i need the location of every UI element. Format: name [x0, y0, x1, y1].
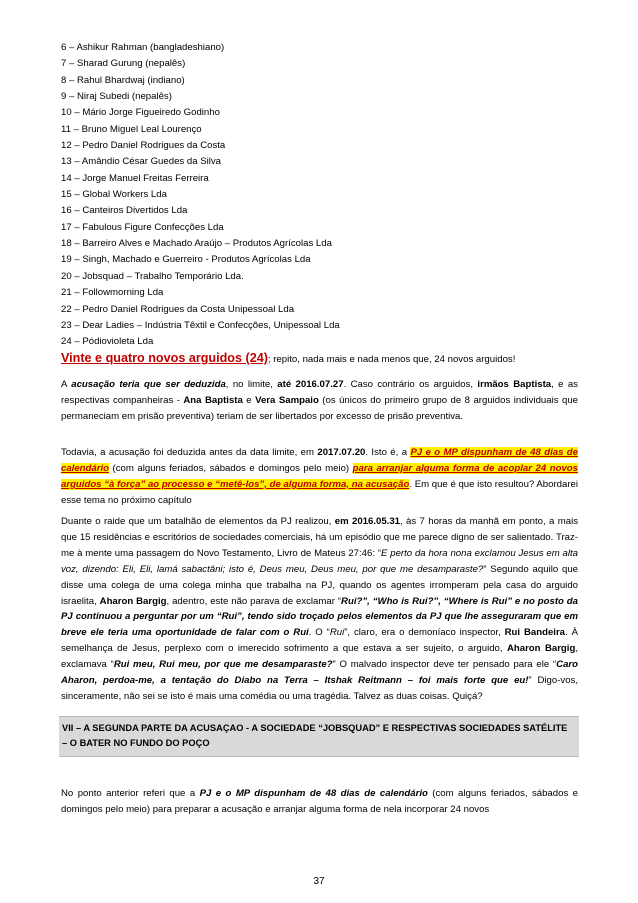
text-run: No ponto anterior referi que a	[61, 788, 200, 799]
highlighted-text: para arranjar alguma forma de acoplar 24 novos arguidos “à força” ao processo e “metê-los”, de alguma forma, na acusação	[61, 462, 578, 490]
text-run: ” Digo-vos, sinceramente, não sei se isto é mais uma comédia ou uma tragédia. Talvez as duas coisas. Quiçá?	[61, 675, 578, 702]
bold-text: Rui Bandeira	[504, 627, 566, 639]
list-item: 21 – Followmorning Lda	[61, 287, 164, 299]
text-run: , exclamava “	[61, 643, 578, 671]
text-run: Todavia, a acusação foi deduzida antes da data limite, em	[61, 447, 318, 458]
text-run: , às 7 horas da manhã em ponto, a mais que 15 residências e escritórios de sociedades comerciais, há um episódio que me parece digno de ser salientado. Traz-me à mente uma passagem do Novo Testamento, Livro de Mateus 27:46: “	[61, 516, 578, 559]
text-run: , adentro, este não parava de exclamar “	[166, 595, 342, 607]
text-run: ” O malvado inspector deve ter pensado para ele “	[332, 659, 557, 671]
bold-text: Aharon Bargig	[99, 595, 167, 607]
text-run: (com alguns feriados, sábados e domingos pelo meio) para preparar a acusação e arranjar alguma forma de nela incorporar 24 novos	[61, 788, 579, 815]
text-run: (com alguns feriados, sábados e domingos pelo meio)	[109, 462, 353, 474]
list-item: 23 – Dear Ladies – Indústria Têxtil e Confecções, Unipessoal Lda	[61, 319, 340, 331]
highlighted-text: PJ e o MP dispunham de 48 dias de calendário	[61, 447, 578, 474]
section-heading-text: VII – A SEGUNDA PARTE DA ACUSAÇAO - A SOCIEDADE “JOBSQUAD” E RESPECTIVAS SOCIEDADES SATÉLITE – O BATER NO FUNDO DO POÇO	[62, 723, 568, 748]
list-item: 15 – Global Workers Lda	[61, 189, 167, 201]
bold-text: em 2016.05.31	[334, 516, 401, 527]
bold-text: Aharon Bargig	[506, 643, 576, 655]
list-item: 8 – Rahul Bhardwaj (indiano)	[61, 74, 185, 86]
text-run: . O “	[308, 627, 330, 639]
emphasis-text: PJ e o MP dispunham de 48 dias de calendário	[199, 788, 428, 799]
list-item: 6 – Ashikur Rahman (bangladeshiano)	[61, 42, 225, 53]
text-run: . Isto é, a	[365, 447, 411, 458]
text-run: , no limite,	[225, 379, 278, 390]
text-run: ” Segundo aquilo que disse uma colega de uma colega minha que trabalha na PJ, quando os agentes irromperam pela casa do arguido israelita,	[61, 563, 579, 607]
list-item: 22 – Pedro Daniel Rodrigues da Costa Unipessoal Lda	[61, 303, 295, 315]
paragraph-raid	[61, 514, 578, 705]
emphasis-text: Rui?”, “Who is Rui?”, “Where is Rui” e no posto da PJ continuou a perguntar por um “Rui”, tendo sido troçado pelos elementos da PJ que lhe asseguraram que em breve ele teria uma oportunidade de falar com o Rui	[61, 595, 578, 639]
text-run: . Em que é que isto resultou? Abordarei esse tema no próximo capítulo	[61, 478, 578, 506]
list-item: 10 – Mário Jorge Figueiredo Godinho	[61, 107, 220, 119]
quote-text: Rui	[329, 627, 345, 639]
list-item: 24 – Pódiovioleta Lda	[61, 336, 154, 348]
bold-text: 2017.07.20	[317, 447, 366, 458]
bold-text: Vera Sampaio	[255, 394, 319, 406]
list-item: 11 – Bruno Miguel Leal Lourenço	[61, 123, 202, 135]
list-item: 17 – Fabulous Figure Confecções Lda	[61, 221, 224, 233]
paragraph-new-arguidos	[61, 351, 578, 368]
bold-text: Ana Baptista	[183, 394, 243, 406]
paragraph-accusation-date	[61, 445, 578, 509]
text-run: ”, claro, era o demoníaco inspector,	[344, 627, 505, 639]
list-item: 19 – Singh, Machado e Guerreiro - Produtos Agrícolas Lda	[61, 254, 311, 266]
bold-text: até 2016.07.27	[277, 379, 344, 390]
paragraph-deadline	[61, 377, 578, 425]
page-number: 37	[313, 876, 325, 887]
emphasis-text: acusação teria que ser deduzida	[71, 379, 226, 390]
text-run: e	[242, 394, 256, 406]
text-run: ; repito, nada mais e nada menos que, 24 novos arguidos!	[267, 354, 516, 365]
emphasis-text: Rui meu, Rui meu, por que me desamparaste?	[113, 659, 333, 671]
text-run: A	[61, 379, 72, 390]
list-item: 9 – Niraj Subedi (nepalês)	[61, 91, 172, 103]
section-heading	[59, 716, 579, 757]
list-item: 13 – Amândio César Guedes da Silva	[61, 156, 221, 168]
text-run: (os únicos do primeiro grupo de 8 arguidos individuais que permaneciam em prisão preventiva) teriam de ser libertados por excesso de prisão preventiva.	[61, 394, 579, 422]
paragraph-title: Vinte e quatro novos arguidos (24)	[61, 351, 268, 365]
quote-text: E perto da hora nona exclamou Jesus em alta voz, dizendo: Eli, Eli, lamá sabactâni; isto é, Deus meu, Deus meu, por que me desamparaste?	[61, 547, 578, 575]
arguidos-list	[61, 40, 581, 351]
text-run: . À semelhança de Jesus, perplexo com o imerecido sofrimento a que estava a ser sujeito, o arguido,	[61, 627, 578, 655]
list-item: 12 – Pedro Daniel Rodrigues da Costa	[61, 140, 226, 152]
list-item: 20 – Jobsquad – Trabalho Temporário Lda.	[61, 270, 244, 282]
text-run: . Caso contrário os arguidos,	[343, 379, 478, 390]
list-item: 18 – Barreiro Alves e Machado Araújo – Produtos Agrícolas Lda	[61, 238, 332, 250]
paragraph-next	[61, 786, 578, 818]
text-run: Duante o raide que um batalhão de elementos da PJ realizou,	[61, 516, 335, 527]
list-item: 16 – Canteiros Divertidos Lda	[61, 205, 188, 217]
bold-text: irmãos Baptista	[477, 379, 552, 390]
list-item: 7 – Sharad Gurung (nepalês)	[61, 58, 186, 70]
text-run: , e as respectivas companheiras -	[61, 379, 578, 406]
list-item: 14 – Jorge Manuel Freitas Ferreira	[61, 172, 209, 184]
emphasis-text: Caro Aharon, perdoa-me, a tentação do Diabo na Terra – Itshak Reitmann – foi mais forte que eu!	[61, 659, 578, 687]
